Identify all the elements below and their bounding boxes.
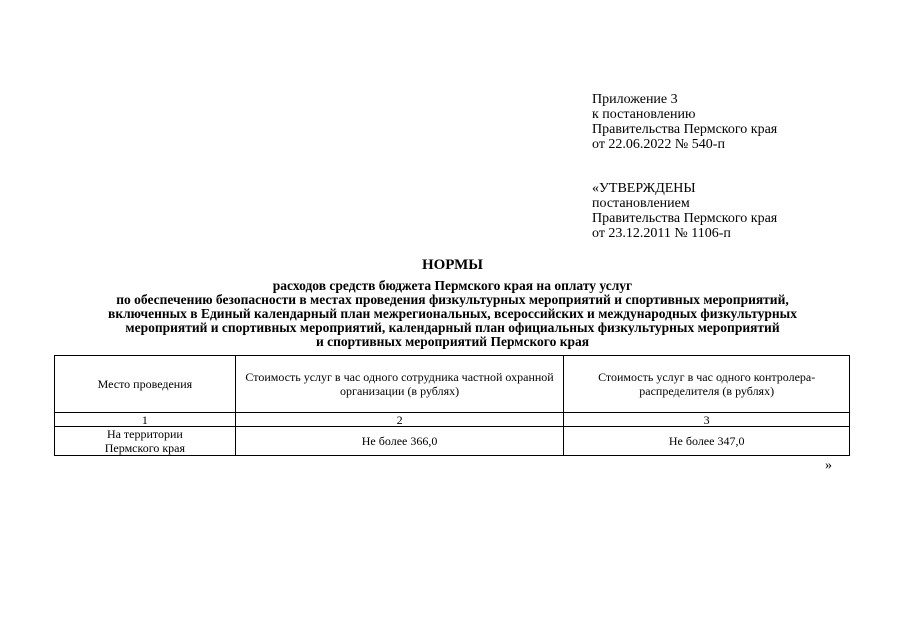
column-number: 3: [564, 413, 850, 427]
subtitle-line: по обеспечению безопасности в местах проведения физкультурных мероприятий и спортивных мероприятий,: [116, 292, 789, 307]
appendix-number: Приложение 3: [592, 92, 678, 107]
place-line: Пермского края: [104, 441, 186, 455]
place-line: На территории: [106, 427, 183, 441]
column-number: 2: [235, 413, 564, 427]
subtitle-line: мероприятий и спортивных мероприятий, календарный план официальных физкультурных мероприятий: [125, 320, 780, 335]
appendix-government: Правительства Пермского края: [592, 122, 778, 137]
cell-guard-cost: Не более 366,0: [235, 427, 564, 456]
document-subtitle: [40, 279, 865, 349]
header-place: Место проведения: [55, 356, 236, 413]
appendix-reference: [592, 92, 777, 152]
header-controller-cost: Стоимость услуг в час одного контролера-распределителя (в рублях): [564, 356, 850, 413]
cell-controller-cost: Не более 347,0: [564, 427, 850, 456]
cell-place: [55, 427, 236, 456]
approval-reference: [592, 181, 777, 241]
closing-quote: »: [825, 458, 832, 473]
approved-label: «УТВЕРЖДЕНЫ: [592, 181, 696, 196]
subtitle-line: и спортивных мероприятий Пермского края: [315, 334, 590, 349]
subtitle-line: включенных в Единый календарный план межрегиональных, всероссийских и международных физкультурных: [108, 306, 797, 321]
approved-date-number: от 23.12.2011 № 1106-п: [592, 226, 731, 241]
table-column-numbers-row: [55, 413, 850, 427]
column-number: 1: [55, 413, 236, 427]
header-guard-cost: Стоимость услуг в час одного сотрудника частной охранной организации (в рублях): [235, 356, 564, 413]
appendix-to-resolution: к постановлению: [592, 107, 696, 122]
table-header-row: [55, 356, 850, 413]
approved-government: Правительства Пермского края: [592, 211, 778, 226]
norms-table: [54, 355, 850, 456]
document-title: НОРМЫ: [421, 257, 484, 273]
table-row: [55, 427, 850, 456]
appendix-date-number: от 22.06.2022 № 540-п: [592, 137, 725, 152]
approved-by-resolution: постановлением: [592, 196, 690, 211]
subtitle-line: расходов средств бюджета Пермского края на оплату услуг: [272, 278, 633, 293]
